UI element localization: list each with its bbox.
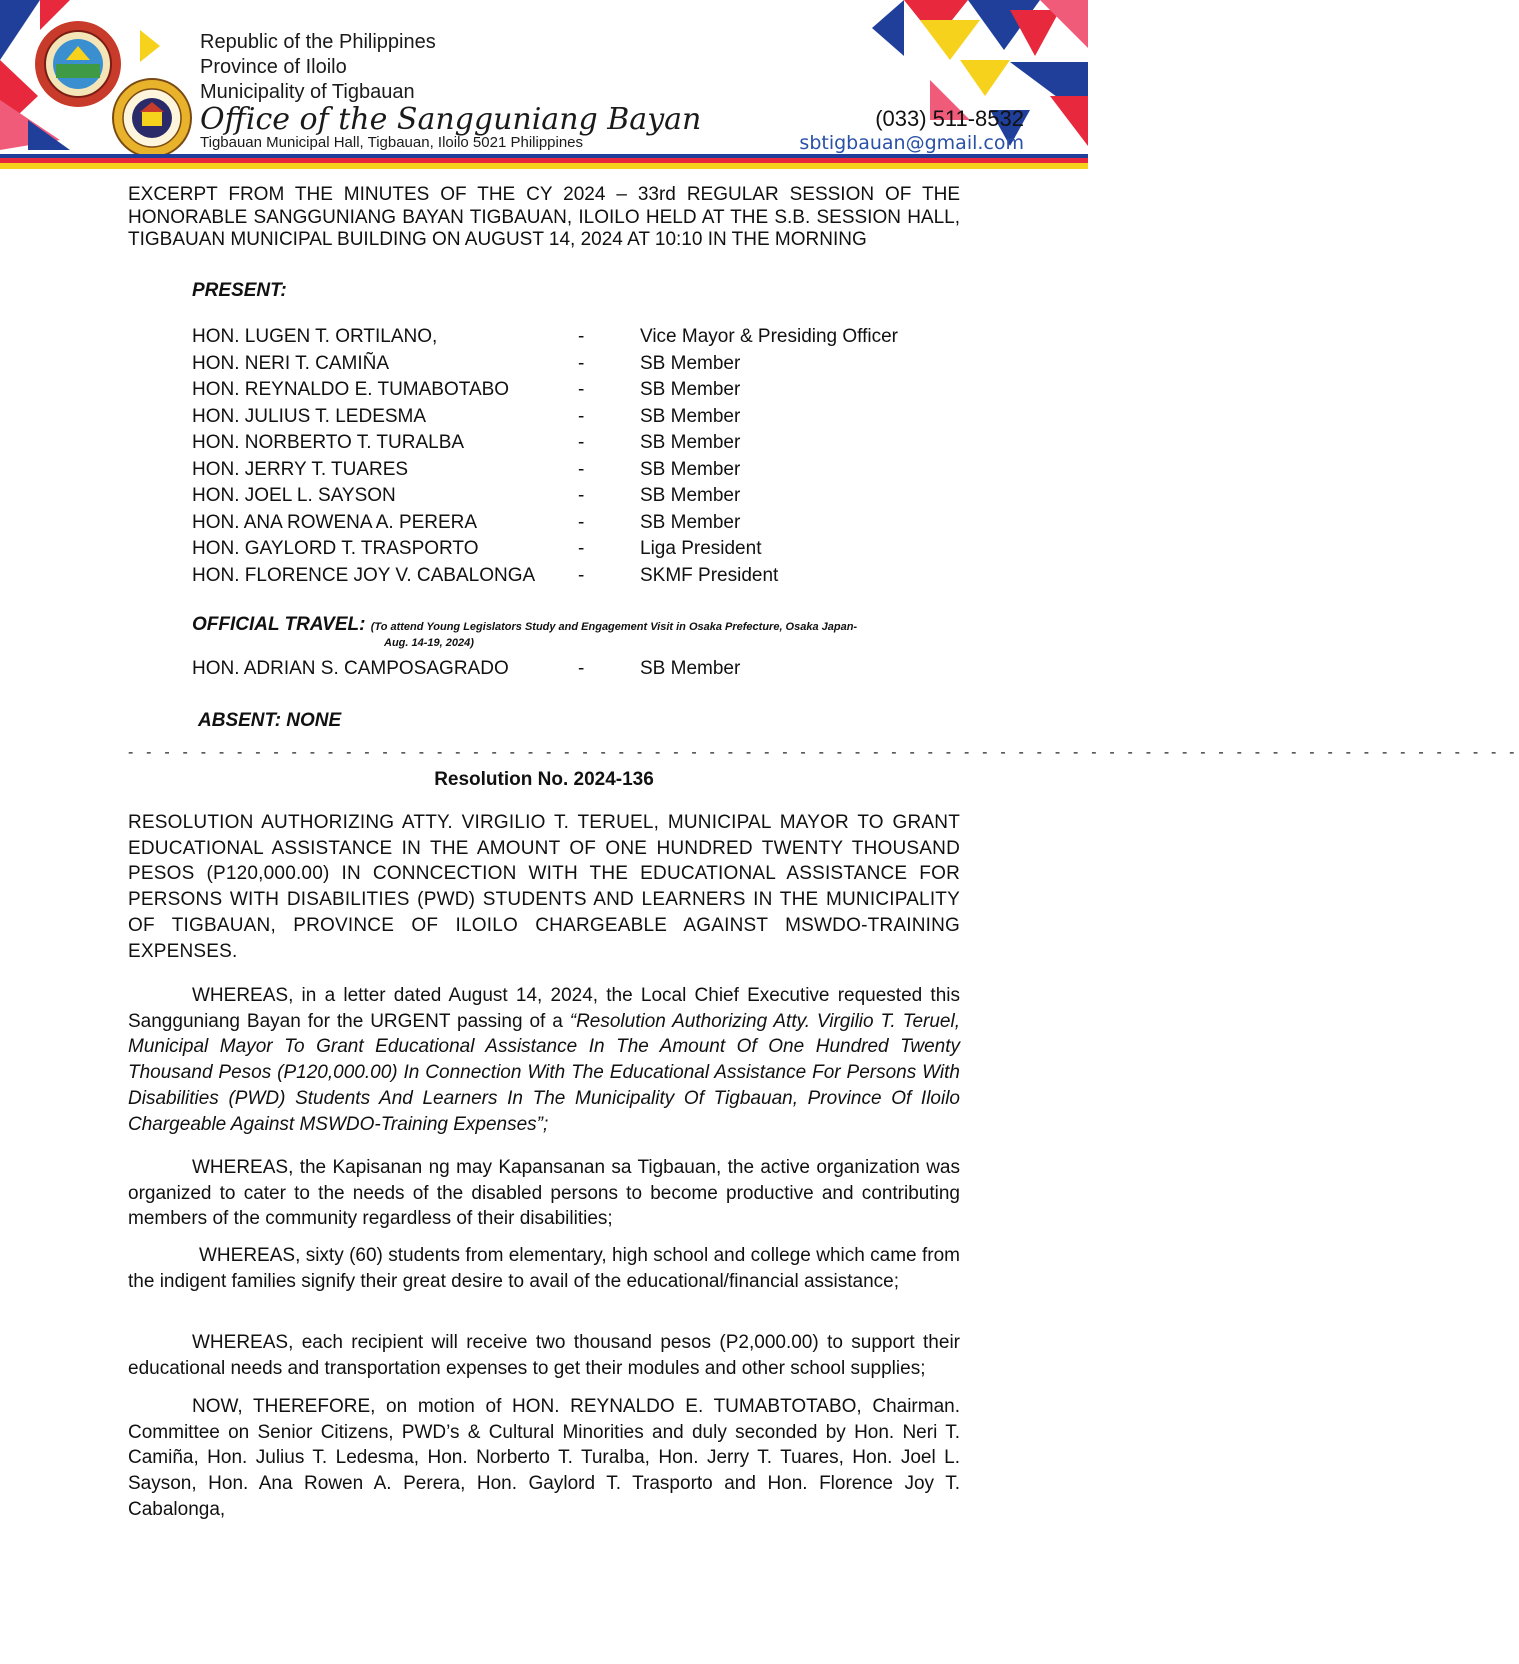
whereas-1-text: WHEREAS, in a letter dated August 14, 2024, the Local Chief Executive requested this Sangguniang Bayan for the URGENT passing of a <box>128 985 960 1032</box>
office-title: Office of the Sangguniang Bayan <box>200 102 702 137</box>
member-role: Vice Mayor & Presiding Officer <box>640 326 899 347</box>
member-role: SB Member <box>640 511 741 533</box>
email-address: sbtigbauan@gmail.com <box>799 132 1024 154</box>
resolution-number: Resolution No. 2024-136 <box>434 769 654 790</box>
whereas-2-text: WHEREAS, the Kapisanan ng may Kapansanan sa Tigbauan, the active organization was organized to cater to the needs of the disabled persons to become productive and contributing members of the community regardless of their disabilities; <box>128 1157 960 1230</box>
municipality-line: Municipality of Tigbauan <box>200 81 415 103</box>
whereas-paragraph-3 <box>128 1243 960 1294</box>
member-role: SB Member <box>640 352 741 374</box>
member-name: HON. REYNALDO E. TUMABOTABO <box>192 379 510 400</box>
letterhead <box>0 0 1088 176</box>
member-role: SB Member <box>640 658 741 679</box>
sangguniang-bayan-seal-icon <box>112 78 192 158</box>
letterhead-text <box>200 30 701 152</box>
resolution-title: RESOLUTION AUTHORIZING ATTY. VIRGILIO T. TERUEL, MUNICIPAL MAYOR TO GRANT EDUCATIONAL ASSISTANCE IN THE AMOUNT OF ONE HUNDRED TWENTY THOUSAND PESOS (P120,000.00) IN CONNCECTION WITH THE EDUCATIONAL ASSISTANCE FOR PERSONS WITH DISABILITIES (PWD) STUDENTS AND LEARNERS IN THE MUNICIPALITY OF TIGBAUAN, PROVINCE OF ILOILO CHARGEABLE AGAINST MSWDO-TRAINING EXPENSES. <box>128 812 960 962</box>
roster-row <box>192 430 952 457</box>
official-travel-block <box>192 614 952 650</box>
present-roster <box>192 324 952 589</box>
office-address: Tigbauan Municipal Hall, Tigbauan, Iloilo 5021 Philippines <box>200 134 584 151</box>
separator-dash: - <box>578 432 585 453</box>
phone-number: (033) 511-8532 <box>875 106 1024 131</box>
roster-row <box>192 404 952 431</box>
roster-row <box>192 377 952 404</box>
member-name: HON. LUGEN T. ORTILANO, <box>192 326 438 347</box>
now-therefore-text: NOW, THEREFORE, on motion of HON. REYNALDO E. TUMABTOTABO, Chairman. Committee on Senior Citizens, PWD’s & Cultural Minorities and duly seconded by Hon. Neri T. Camiña, Hon. Julius T. Ledesma, Hon. Norberto T. Turalba, Hon. Jerry T. Tuares, Hon. Joel L. Sayson, Hon. Ana Rowen A. Perera, Hon. Gaylord T. Trasporto and Hon. Florence Joy T. Cabalonga, <box>128 1396 960 1520</box>
member-role: SB Member <box>640 405 741 427</box>
official-travel-note: (To attend Young Legislators Study and Engagement Visit in Osaka Prefecture, Osaka Japan- <box>370 621 858 633</box>
roster-row <box>192 483 952 510</box>
member-name: HON. GAYLORD T. TRASPORTO <box>192 538 479 559</box>
member-name: HON. JULIUS T. LEDESMA <box>192 405 427 427</box>
municipality-seal-icon <box>34 20 122 108</box>
dashed-divider: - - - - - - - - - - - - - - - - - - - - - - - - - - - - - - - - - - - - - - - - - - - - - - - - - - - - - - - - - - - - - - - - - - - - - - - - - - - - - <box>128 744 1519 761</box>
whereas-paragraph-4 <box>128 1330 960 1381</box>
official-travel-note-dates: Aug. 14-19, 2024) <box>384 637 474 649</box>
member-role: SB Member <box>640 485 741 506</box>
roster-row <box>192 324 952 351</box>
excerpt-heading: EXCERPT FROM THE MINUTES OF THE CY 2024 – 33rd REGULAR SESSION OF THE HONORABLE SANGGUNIANG BAYAN TIGBAUAN, ILOILO HELD AT THE S.B. SESSION HALL, TIGBAUAN MUNICIPAL BUILDING ON AUGUST 14, 2024 AT 10:10 IN THE MORNING <box>128 184 960 250</box>
separator-dash: - <box>578 538 585 559</box>
document-body <box>128 184 1519 1520</box>
roster-row <box>192 536 952 563</box>
roster-row <box>192 563 952 590</box>
roster-row <box>192 457 952 484</box>
separator-dash: - <box>578 485 585 506</box>
member-name: HON. ADRIAN S. CAMPOSAGRADO <box>192 658 509 679</box>
separator-dash: - <box>578 511 585 533</box>
absent-line: ABSENT: NONE <box>198 710 342 731</box>
whereas-paragraph-1 <box>128 983 960 1137</box>
present-title: PRESENT: <box>192 280 287 301</box>
member-name: HON. JOEL L. SAYSON <box>192 485 396 506</box>
flag-color-band <box>0 154 1088 174</box>
member-role: Liga President <box>640 538 762 559</box>
separator-dash: - <box>578 405 585 427</box>
member-role: SB Member <box>640 432 741 453</box>
whereas-paragraph-2 <box>128 1155 960 1232</box>
member-name: HON. ANA ROWENA A. PERERA <box>192 511 478 533</box>
member-name: HON. NERI T. CAMIÑA <box>192 352 390 374</box>
official-travel-title: OFFICIAL TRAVEL: <box>192 614 366 635</box>
republic-line: Republic of the Philippines <box>200 31 436 53</box>
member-name: HON. JERRY T. TUARES <box>192 458 409 480</box>
whereas-4-text: WHEREAS, each recipient will receive two thousand pesos (P2,000.00) to support their educational needs and transportation expenses to get their modules and other school supplies; <box>128 1332 960 1379</box>
whereas-1-quoted-title: “Resolution Authorizing Atty. Virgilio T. Teruel, Municipal Mayor To Grant Educational Assistance In The Amount Of One Hundred Twenty Thousand Pesos (P120,000.00) In Connection With The Educational Assistance For Persons With Disabilities (PWD) Students And Learners In The Municipality Of Tigbauan, Province Of Iloilo Chargeable Against MSWDO-Training Expenses”; <box>128 1010 960 1135</box>
separator-dash: - <box>578 379 585 400</box>
member-role: SKMF President <box>640 564 779 586</box>
separator-dash: - <box>578 352 585 374</box>
separator-dash: - <box>578 658 585 679</box>
contact-block <box>799 106 1024 154</box>
province-line: Province of Iloilo <box>200 56 347 78</box>
now-therefore-paragraph <box>128 1394 960 1523</box>
roster-row <box>192 351 952 378</box>
separator-dash: - <box>578 326 585 347</box>
separator-dash: - <box>578 458 585 480</box>
separator-dash: - <box>578 564 585 586</box>
member-name: HON. NORBERTO T. TURALBA <box>192 432 465 453</box>
member-role: SB Member <box>640 458 741 480</box>
whereas-3-text: WHEREAS, sixty (60) students from elementary, high school and college which came from the indigent families signify their great desire to avail of the educational/financial assistance; <box>128 1245 960 1292</box>
roster-row <box>192 510 952 537</box>
travel-member-row <box>192 656 952 683</box>
member-name: HON. FLORENCE JOY V. CABALONGA <box>192 564 536 586</box>
member-role: SB Member <box>640 379 741 400</box>
